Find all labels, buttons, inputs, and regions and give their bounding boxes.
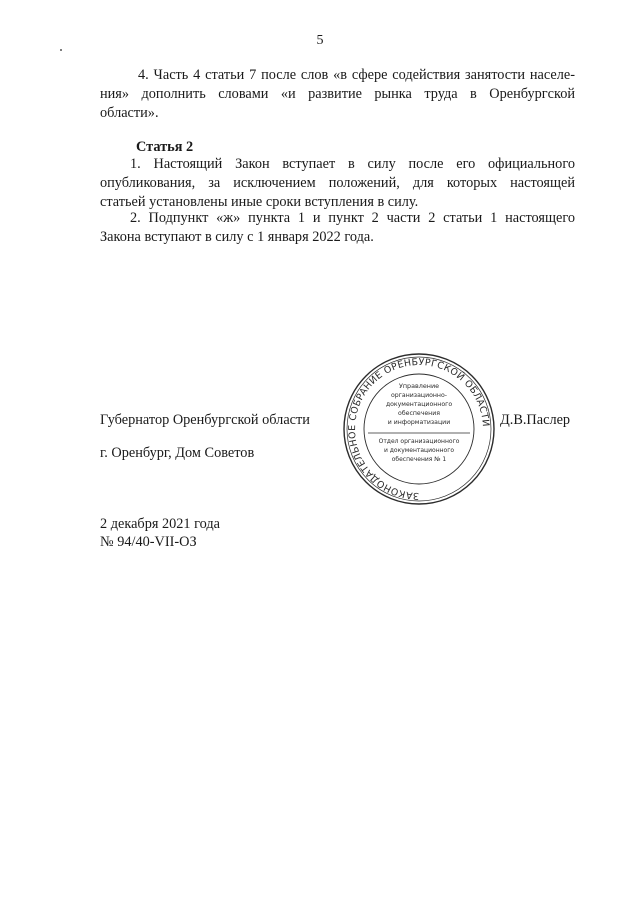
item-2-line-2: Закона вступают в силу с 1 января 2022 года. — [100, 228, 374, 245]
item-2-line-1: 2. Подпункт «ж» пункта 1 и пункт 2 части 2 статьи 1 настоящего — [130, 210, 575, 226]
seal-inner-line: и информатизации — [387, 419, 451, 426]
seal-inner-line: и документационного — [383, 447, 455, 454]
paragraph-4-line-1: 4. Часть 4 статьи 7 после слов «в сфере содействия занятости населе- — [138, 67, 575, 83]
paragraph-4-line-3: области». — [100, 104, 159, 121]
item-1-line-1: 1. Настоящий Закон вступает в силу после его официального — [130, 156, 575, 172]
seal-inner-line: организационно- — [390, 392, 448, 399]
item-1-line-2: опубликования, за исключением положений, для которых настоящей — [100, 174, 575, 191]
law-number: № 94/40-VII-ОЗ — [100, 534, 197, 550]
seal-inner-line: Управление — [398, 382, 440, 390]
seal-inner-line: Отдел организационного — [378, 438, 460, 445]
paragraph-4-line-2: ния» дополнить словами «и развитие рынка труда в Оренбургской — [100, 85, 575, 102]
article-2-item-1 — [100, 155, 575, 211]
page-number: 5 — [316, 33, 324, 48]
article-2-heading: Статья 2 — [136, 139, 194, 155]
seal-inner-line: обеспечения № 1 — [391, 456, 447, 463]
signatory-position: Губернатор Оренбургской области — [100, 412, 310, 428]
signatory-name: Д.В.Паслер — [500, 412, 571, 428]
seal-inner-line: документационного — [385, 401, 453, 408]
seal-inner-line: обеспечения — [398, 410, 440, 417]
article-2-item-2 — [100, 209, 575, 247]
paragraph-4 — [100, 66, 575, 122]
scan-speck — [60, 49, 62, 51]
seal-outer-text: ЗАКОНОДАТЕЛЬНОЕ СОБРАНИЕ ОРЕНБУРГСКОЙ ОБЛАСТИ — [346, 356, 492, 502]
signing-place: г. Оренбург, Дом Советов — [100, 445, 255, 461]
item-1-line-3: статьей установлены иные сроки вступления в силу. — [100, 193, 419, 210]
signing-date: 2 декабря 2021 года — [100, 516, 221, 532]
official-seal — [342, 352, 496, 506]
